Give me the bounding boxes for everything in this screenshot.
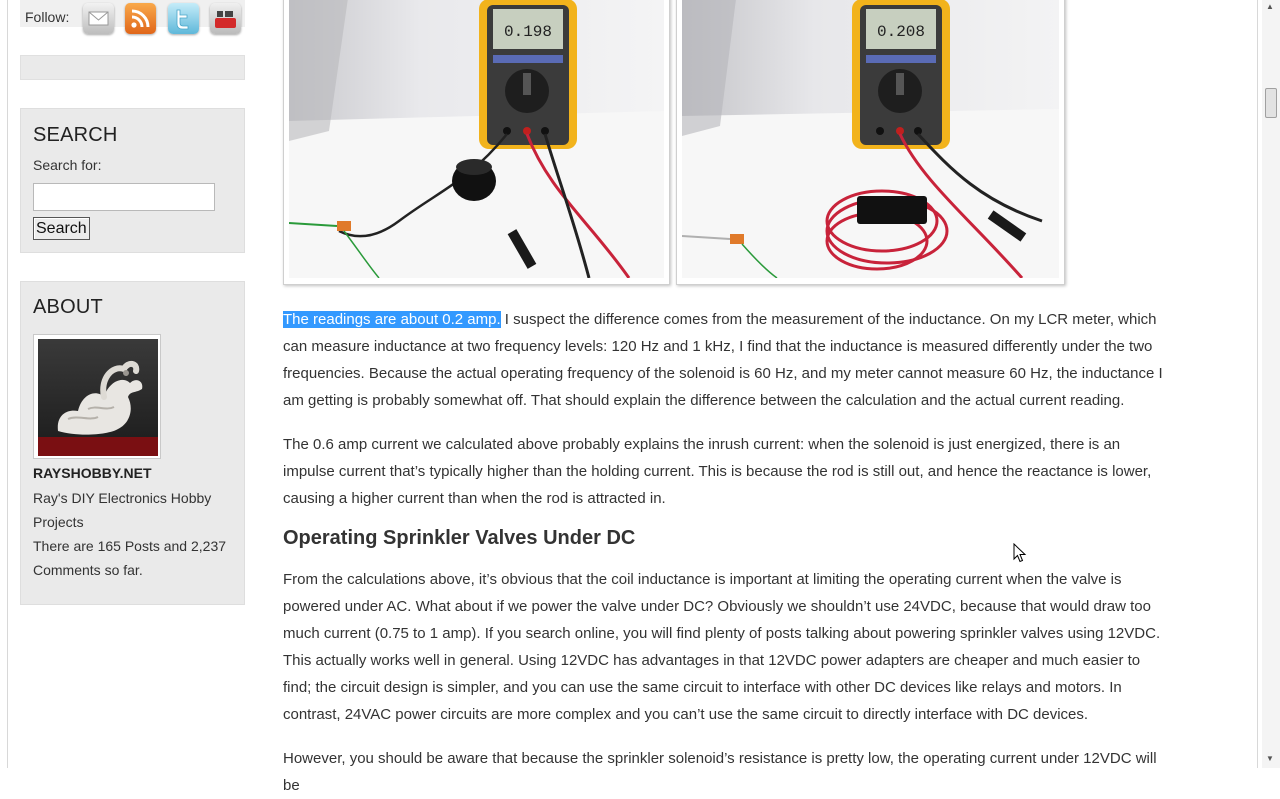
twitter-icon[interactable] bbox=[168, 3, 199, 34]
article-paragraph-4 bbox=[283, 745, 1168, 799]
about-description bbox=[33, 486, 238, 582]
multimeter-image-left bbox=[289, 0, 664, 278]
multimeter-image-right bbox=[682, 0, 1059, 278]
page-border-right bbox=[1257, 0, 1258, 768]
search-widget-title: SEARCH bbox=[33, 124, 118, 146]
youtube-icon[interactable] bbox=[210, 3, 241, 34]
dragon-figurine-image bbox=[38, 339, 158, 456]
about-tagline: Ray's DIY Electronics Hobby Projects bbox=[33, 490, 212, 530]
section-heading: Operating Sprinkler Valves Under DC bbox=[283, 527, 636, 549]
scroll-down-arrow-icon[interactable]: ▼ bbox=[1266, 754, 1274, 763]
paragraph-4-text: However, you should be aware that because the sprinkler solenoid’s resistance is pretty low, the operating current under 12VDC will be bbox=[283, 750, 1157, 794]
article-paragraph-2 bbox=[283, 431, 1168, 512]
about-widget-title: ABOUT bbox=[33, 296, 103, 318]
about-stats: There are 165 Posts and 2,237 Comments so far. bbox=[33, 538, 227, 578]
follow-label: Follow: bbox=[25, 9, 70, 25]
blank-widget bbox=[20, 55, 245, 80]
follow-widget bbox=[20, 0, 245, 40]
selected-text[interactable]: The readings are about 0.2 amp. bbox=[283, 311, 501, 328]
scrollbar-thumb[interactable] bbox=[1265, 88, 1277, 118]
page-border-left bbox=[7, 0, 8, 768]
paragraph-2-text: The 0.6 amp current we calculated above probably explains the inrush current: when the solenoid is just energized, there is an impulse current that’s typically higher than the holding current. This is because the rod is still out, and hence the reactance is lower, causing a higher current than when the rod is attracted in. bbox=[283, 436, 1152, 507]
scroll-up-arrow-icon[interactable]: ▲ bbox=[1266, 2, 1274, 11]
article-paragraph-1 bbox=[283, 306, 1168, 414]
section-heading-block bbox=[283, 525, 1168, 551]
about-widget bbox=[20, 281, 245, 605]
vertical-scrollbar[interactable] bbox=[1262, 0, 1280, 768]
mail-icon[interactable] bbox=[83, 3, 114, 34]
paragraph-3-text: From the calculations above, it’s obvious that the coil inductance is important at limiting the operating current when the valve is powered under AC. What about if we power the valve under DC? Obviously we shouldn’t use 24VDC, because that would draw too much current (0.75 to 1 amp). If you search online, you will find plenty of posts talking about powering sprinkler valves using 12VDC. This actually works well in general. Using 12VDC has advantages in that 12VDC power adapters are cheaper and much easier to find; the circuit design is simpler, and you can use the same circuit to interface with other DC devices like relays and motors. In contrast, 24VAC power circuits are more complex and you can’t use the same circuit to directly interface with DC devices. bbox=[283, 571, 1161, 723]
meter-reading-left: 0.198 bbox=[503, 23, 553, 41]
about-image bbox=[33, 334, 161, 459]
search-widget bbox=[20, 108, 245, 253]
rss-icon[interactable] bbox=[125, 3, 156, 34]
about-site-name: RAYSHOBBY.NET bbox=[33, 465, 152, 481]
search-input[interactable] bbox=[33, 183, 215, 211]
meter-reading-right: 0.208 bbox=[876, 23, 926, 41]
multimeter-photo-right bbox=[676, 0, 1065, 285]
article-paragraph-3 bbox=[283, 566, 1168, 728]
search-label: Search for: bbox=[33, 157, 102, 173]
paragraph-1-text: I suspect the difference comes from the measurement of the inductance. On my LCR meter, which can measure inductance at two frequency levels: 120 Hz and 1 kHz, I find that the inductance is measured differently under the two frequencies. Because the actual operating frequency of the solenoid is 60 Hz, and my meter cannot measure 60 Hz, the inductance I am getting is probably somewhat off. That should explain the difference between the calculation and the actual current reading. bbox=[283, 311, 1163, 409]
multimeter-photo-left bbox=[283, 0, 670, 285]
search-button[interactable]: Search bbox=[33, 217, 90, 240]
mouse-cursor-icon bbox=[1013, 543, 1027, 563]
